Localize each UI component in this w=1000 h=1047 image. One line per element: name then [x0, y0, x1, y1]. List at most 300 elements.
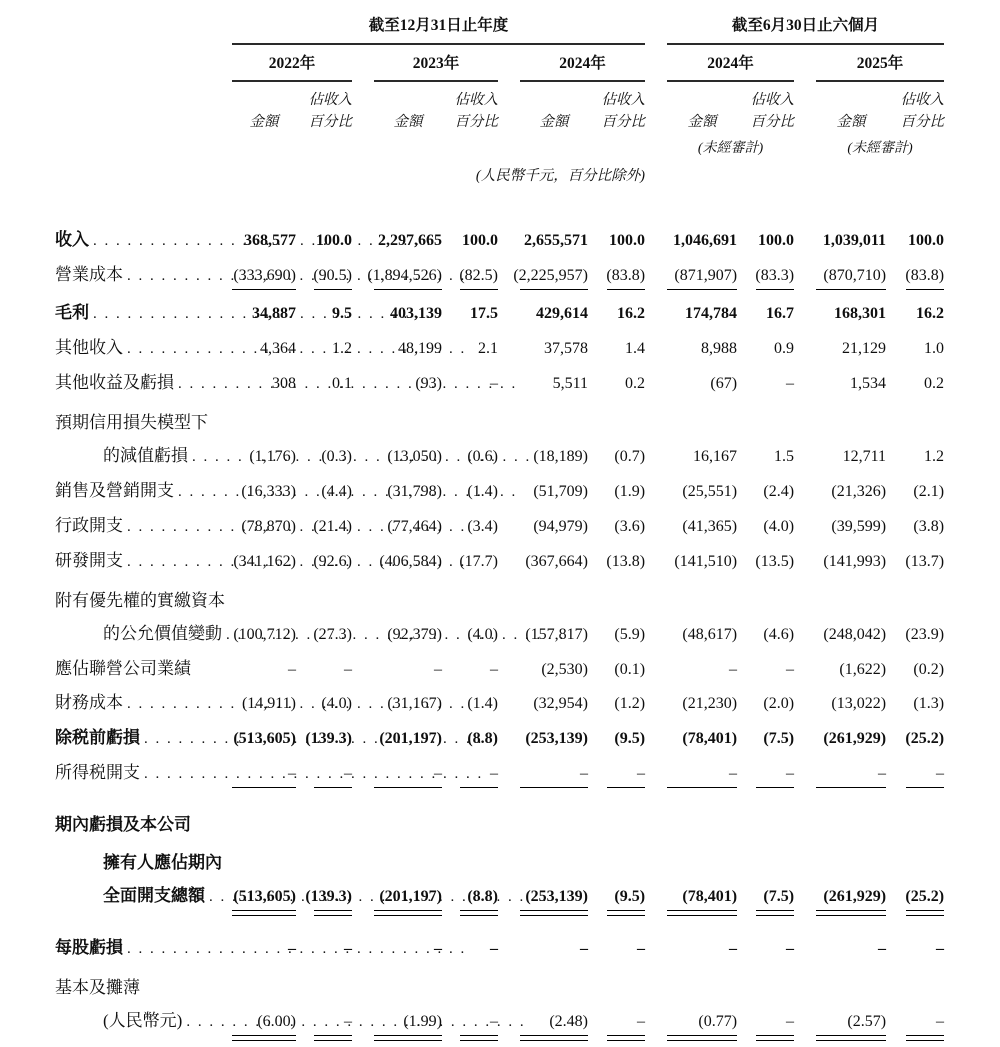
year-header-cell — [498, 45, 645, 82]
percent-cell — [737, 922, 794, 966]
cell-value: (9.5) — [614, 730, 646, 747]
cell-value: – — [786, 375, 795, 392]
cell-value: 0.2 — [924, 375, 945, 392]
period-group-row — [55, 16, 944, 45]
amount-cell — [645, 879, 737, 922]
cell-value: 5,511 — [552, 375, 588, 392]
cell-value: 100.0 — [609, 232, 646, 249]
cell-value: 1.2 — [332, 340, 352, 357]
amount-cell — [498, 794, 588, 841]
cell-value: (13,022) — [831, 695, 887, 712]
amount-cell — [645, 922, 737, 966]
underline-rule — [232, 289, 296, 290]
row-label: (人民幣元) — [103, 1011, 183, 1030]
percent-cell — [886, 366, 944, 401]
double-underline-rule — [314, 910, 352, 916]
cell-value — [330, 809, 442, 830]
double-underline-rule — [520, 910, 588, 916]
percent-cell — [886, 544, 944, 579]
cell-value: (6.00) — [257, 1013, 296, 1030]
cell-value: (3.4) — [467, 518, 498, 535]
amount-cell — [794, 366, 886, 401]
amount-cell — [645, 966, 737, 1004]
double-underline-rule — [756, 910, 794, 916]
cell-value: – — [288, 661, 296, 678]
row-label-cell — [55, 544, 232, 579]
cell-value: (4.6) — [763, 626, 795, 643]
amount-cell — [645, 296, 737, 331]
cell-value: – — [729, 940, 738, 957]
row-label: 財務成本 — [55, 693, 123, 712]
cell-value: (1.9) — [614, 483, 646, 500]
cell-value: (0.2) — [913, 661, 945, 678]
cell-value: (25.2) — [905, 888, 945, 905]
percent-cell — [588, 439, 645, 474]
amount-cell — [794, 721, 886, 756]
cell-value: – — [786, 1013, 795, 1030]
underline-rule — [460, 787, 498, 788]
amount-cell — [352, 652, 442, 686]
cell-value: – — [490, 661, 498, 678]
cell-value: (0.3) — [321, 448, 352, 465]
cell-value: (92.6) — [313, 553, 352, 570]
pct-header-cell — [886, 82, 944, 133]
percent-cell — [442, 296, 498, 331]
cell-value: (21,326) — [831, 483, 887, 500]
amount-cell — [232, 401, 296, 439]
cell-value: (201,197) — [379, 888, 442, 905]
percent-cell — [886, 439, 944, 474]
cell-value: (1.4) — [467, 695, 498, 712]
pct-header: 佔收入 百分比 — [601, 92, 646, 130]
amount-cell — [794, 879, 886, 922]
cell-value: (253,139) — [525, 888, 588, 905]
amount-cell — [232, 579, 296, 617]
cell-value: (13,050) — [387, 448, 442, 465]
cell-value: (2.57) — [847, 1013, 887, 1030]
amount-cell — [645, 579, 737, 617]
percent-cell — [588, 509, 645, 544]
cell-value: (16,333) — [241, 483, 296, 500]
double-underline-rule — [374, 910, 442, 916]
row-label: 應佔聯營公司業績 — [55, 659, 191, 678]
cell-value: (31,167) — [387, 695, 442, 712]
double-underline-rule — [667, 910, 737, 916]
cell-value — [772, 972, 886, 993]
cell-value: (8.8) — [467, 888, 498, 905]
cell-value: 16.2 — [617, 305, 646, 322]
percent-cell — [886, 721, 944, 756]
row-label: 期內虧損及本公司 — [55, 815, 191, 834]
cell-value: 1,534 — [850, 375, 887, 392]
cell-value: (139.3) — [305, 730, 352, 747]
cell-value: – — [288, 940, 296, 957]
table-row — [55, 296, 944, 331]
cell-value: 1.0 — [924, 340, 945, 357]
percent-cell — [588, 617, 645, 652]
cell-value: (261,929) — [823, 888, 887, 905]
column-header-row — [55, 82, 944, 133]
percent-cell — [737, 474, 794, 509]
cell-value: 21,129 — [842, 340, 887, 357]
table-row — [55, 652, 944, 686]
cell-value: (2.4) — [763, 483, 795, 500]
cell-value: 100.0 — [908, 232, 945, 249]
cell-value: (4.0) — [321, 695, 352, 712]
cell-value: 48,199 — [398, 340, 442, 357]
blank-cell — [645, 158, 944, 223]
amount-cell — [498, 922, 588, 966]
cell-value: 1.5 — [774, 448, 795, 465]
row-label-cell — [55, 721, 232, 756]
cell-value: – — [936, 765, 945, 782]
amount-header: 金額 — [836, 114, 866, 130]
cell-value: (0.77) — [698, 1013, 738, 1030]
cell-value: 0.2 — [625, 375, 646, 392]
cell-value: 37,578 — [544, 340, 588, 357]
table-row — [55, 686, 944, 721]
amount-cell — [794, 223, 886, 258]
row-label-cell — [55, 331, 232, 366]
percent-cell — [737, 721, 794, 756]
cell-value: (21.4) — [313, 518, 352, 535]
cell-value: (3.8) — [913, 518, 945, 535]
percent-cell — [737, 879, 794, 922]
unaudited-row — [55, 133, 944, 158]
table-row — [55, 474, 944, 509]
cell-value: (7.5) — [763, 888, 795, 905]
cell-value: (77,464) — [387, 518, 442, 535]
underline-rule — [520, 787, 588, 788]
cell-value: (870,710) — [823, 267, 887, 284]
amount-cell — [794, 922, 886, 966]
underline-rule — [314, 289, 352, 290]
table-row — [55, 544, 944, 579]
table-row — [55, 366, 944, 401]
cell-value: (0.7) — [614, 448, 646, 465]
unaudited-label: (未經審計) — [847, 141, 913, 156]
cell-value: – — [878, 765, 887, 782]
cell-value — [772, 585, 886, 606]
table-row — [55, 331, 944, 366]
amount-cell — [645, 366, 737, 401]
table-row — [55, 1004, 944, 1047]
row-label-cell — [55, 509, 232, 544]
percent-cell — [588, 652, 645, 686]
amount-cell — [794, 1004, 886, 1047]
dot-leader — [144, 762, 483, 785]
cell-value: 16.7 — [766, 305, 795, 322]
percent-cell — [886, 474, 944, 509]
cell-value: 16,167 — [693, 448, 738, 465]
pct-header-cell — [442, 82, 498, 133]
cell-value: 8,988 — [701, 340, 738, 357]
corner-blank-cell — [55, 82, 232, 133]
underline-rule — [906, 289, 944, 290]
year-header-2022: 2022年 — [232, 45, 352, 82]
cell-value: (253,139) — [525, 730, 588, 747]
cell-value — [772, 847, 886, 868]
underline-rule — [906, 787, 944, 788]
amount-cell — [498, 721, 588, 756]
cell-value: (201,197) — [379, 730, 442, 747]
cell-value: (141,510) — [674, 553, 738, 570]
cell-value: (3.6) — [614, 518, 646, 535]
percent-cell — [442, 652, 498, 686]
table-row — [55, 841, 944, 879]
cell-value: 12,711 — [842, 448, 887, 465]
percent-cell — [588, 686, 645, 721]
cell-value: – — [434, 661, 442, 678]
cell-value: (78,401) — [682, 888, 738, 905]
amount-header-cell — [794, 82, 886, 133]
amount-cell — [498, 544, 588, 579]
amount-cell — [498, 841, 588, 879]
double-underline-rule — [314, 1035, 352, 1041]
cell-value: 2.1 — [478, 340, 498, 357]
percent-cell — [588, 544, 645, 579]
cell-value — [188, 809, 296, 830]
cell-value: (0.6) — [467, 448, 498, 465]
cell-value: 1.2 — [924, 448, 945, 465]
cell-value: (513,605) — [233, 888, 296, 905]
cell-value: 16.2 — [916, 305, 945, 322]
cell-value — [623, 809, 737, 830]
cell-value — [880, 847, 944, 868]
amount-cell — [498, 296, 588, 331]
cell-value: – — [936, 1013, 945, 1030]
amount-cell — [794, 966, 886, 1004]
cell-value: (367,664) — [525, 553, 588, 570]
amount-cell — [498, 966, 588, 1004]
amount-cell — [498, 223, 588, 258]
amount-cell — [498, 258, 588, 296]
amount-cell — [645, 794, 737, 841]
row-label-cell — [55, 366, 232, 401]
percent-cell — [737, 544, 794, 579]
row-label: 研發開支 — [55, 551, 123, 570]
amount-cell — [498, 686, 588, 721]
units-note: (人民幣千元，百分比除外) — [475, 168, 646, 184]
underline-rule — [667, 787, 737, 788]
percent-cell — [588, 721, 645, 756]
percent-cell — [886, 401, 944, 439]
corner-blank-cell — [55, 45, 232, 82]
amount-cell — [498, 652, 588, 686]
percent-cell — [296, 652, 352, 686]
cell-value: (83.8) — [606, 267, 646, 284]
percent-cell — [886, 652, 944, 686]
cell-value: (513,605) — [233, 730, 296, 747]
amount-cell — [645, 439, 737, 474]
cell-value: 9.5 — [332, 305, 352, 322]
pct-header: 佔收入 百分比 — [454, 92, 498, 130]
dot-leader — [186, 1010, 525, 1033]
cell-value: – — [580, 765, 588, 782]
cell-value: 4,364 — [260, 340, 296, 357]
period-group-annual: 截至12月31日止年度 — [232, 16, 645, 45]
cell-value: – — [344, 765, 352, 782]
amount-cell — [645, 1004, 737, 1047]
percent-cell — [588, 879, 645, 922]
cell-value: 403,139 — [390, 305, 442, 322]
percent-cell — [588, 331, 645, 366]
cell-value — [880, 585, 944, 606]
unaudited-cell — [794, 133, 944, 158]
underline-rule — [756, 787, 794, 788]
cell-value: 0.9 — [774, 340, 795, 357]
cell-value: (2.0) — [763, 695, 795, 712]
cell-value: (13.7) — [905, 553, 945, 570]
underline-rule — [520, 289, 588, 290]
row-label: 除税前虧損 — [55, 728, 140, 747]
underline-rule — [314, 787, 352, 788]
percent-cell — [886, 922, 944, 966]
cell-value — [330, 847, 442, 868]
cell-value — [476, 847, 588, 868]
cell-value: (8.8) — [467, 730, 498, 747]
row-label: 營業成本 — [55, 265, 123, 284]
cell-value: 1.4 — [625, 340, 646, 357]
amount-cell — [794, 544, 886, 579]
underline-rule — [460, 289, 498, 290]
double-underline-rule — [607, 1035, 645, 1041]
year-header-row — [55, 45, 944, 82]
row-label-cell — [55, 439, 232, 474]
amount-cell — [794, 756, 886, 794]
year-header-cell — [352, 45, 498, 82]
percent-cell — [737, 1004, 794, 1047]
cell-value — [880, 972, 944, 993]
table-row — [55, 617, 944, 652]
cell-value: 100.0 — [758, 232, 795, 249]
cell-value: (1,176) — [249, 448, 296, 465]
amount-cell — [498, 756, 588, 794]
amount-cell — [794, 579, 886, 617]
cell-value: (9.5) — [614, 888, 646, 905]
double-underline-rule — [607, 910, 645, 916]
amount-cell — [645, 509, 737, 544]
cell-value: (2.1) — [913, 483, 945, 500]
cell-value: – — [344, 661, 352, 678]
percent-cell — [296, 879, 352, 922]
percent-cell — [588, 1004, 645, 1047]
cell-value — [476, 407, 588, 428]
amount-cell — [794, 652, 886, 686]
cell-value: (82.5) — [459, 267, 498, 284]
row-label: 全面開支總額 — [103, 886, 205, 905]
row-label-cell — [55, 223, 232, 258]
cell-value: (5.9) — [614, 626, 646, 643]
double-underline-rule — [816, 1035, 886, 1041]
amount-cell — [232, 841, 296, 879]
amount-cell — [352, 794, 442, 841]
cell-value: (41,365) — [682, 518, 738, 535]
cell-value — [623, 585, 737, 606]
amount-cell — [645, 331, 737, 366]
double-underline-rule — [906, 1035, 944, 1041]
amount-cell — [232, 652, 296, 686]
double-underline-rule — [816, 910, 886, 916]
cell-value: – — [637, 1013, 646, 1030]
percent-cell — [737, 296, 794, 331]
cell-value: (13.5) — [755, 553, 795, 570]
cell-value: (1.99) — [403, 1013, 442, 1030]
table-row — [55, 922, 944, 966]
cell-value: – — [786, 940, 795, 957]
cell-value: (27.3) — [313, 626, 352, 643]
cell-value: (141,993) — [823, 553, 887, 570]
amount-cell — [794, 841, 886, 879]
financial-table — [55, 16, 944, 1047]
cell-value: (25,551) — [682, 483, 738, 500]
cell-value — [880, 407, 944, 428]
cell-value: – — [936, 940, 945, 957]
year-header-2023: 2023年 — [374, 45, 498, 82]
year-header-cell — [645, 45, 794, 82]
table-row — [55, 401, 944, 439]
percent-cell — [588, 296, 645, 331]
cell-value: (1.3) — [913, 695, 945, 712]
row-label-cell — [55, 756, 232, 794]
cell-value: (83.8) — [905, 267, 945, 284]
cell-value: (2,225,957) — [513, 267, 588, 284]
pct-header-cell — [588, 82, 645, 133]
percent-cell — [588, 258, 645, 296]
unaudited-cell — [645, 133, 794, 158]
cell-value: (139.3) — [305, 888, 352, 905]
cell-value: 368,577 — [244, 232, 296, 249]
amount-cell — [645, 223, 737, 258]
cell-value: 1,046,691 — [673, 232, 738, 249]
percent-cell — [737, 617, 794, 652]
row-label: 毛利 — [55, 303, 89, 322]
amount-header: 金額 — [539, 114, 569, 130]
year-header-cell — [794, 45, 944, 82]
percent-cell — [737, 652, 794, 686]
row-label-cell — [55, 474, 232, 509]
cell-value: (94,979) — [533, 518, 588, 535]
cell-value: (1,622) — [839, 661, 887, 678]
amount-cell — [645, 721, 737, 756]
percent-cell — [886, 258, 944, 296]
unaudited-label: (未經審計) — [697, 141, 764, 156]
cell-value: – — [344, 1013, 352, 1030]
cell-value: (2,530) — [541, 661, 588, 678]
cell-value — [330, 407, 442, 428]
cell-value: 17.5 — [470, 305, 498, 322]
amount-cell — [794, 686, 886, 721]
table-row — [55, 794, 944, 841]
amount-cell — [645, 258, 737, 296]
pct-header: 佔收入 百分比 — [750, 92, 795, 130]
cell-value — [330, 972, 442, 993]
percent-cell — [886, 331, 944, 366]
cell-value — [623, 847, 737, 868]
cell-value: (67) — [710, 375, 738, 392]
cell-value: (93) — [415, 375, 442, 392]
percent-cell — [737, 686, 794, 721]
percent-cell — [886, 879, 944, 922]
table-row — [55, 223, 944, 258]
percent-cell — [737, 439, 794, 474]
cell-value: (32,954) — [533, 695, 588, 712]
cell-value: (333,690) — [233, 267, 296, 284]
cell-value: (4.0) — [467, 626, 498, 643]
cell-value: (78,870) — [241, 518, 296, 535]
amount-cell — [794, 474, 886, 509]
cell-value: – — [434, 765, 442, 782]
